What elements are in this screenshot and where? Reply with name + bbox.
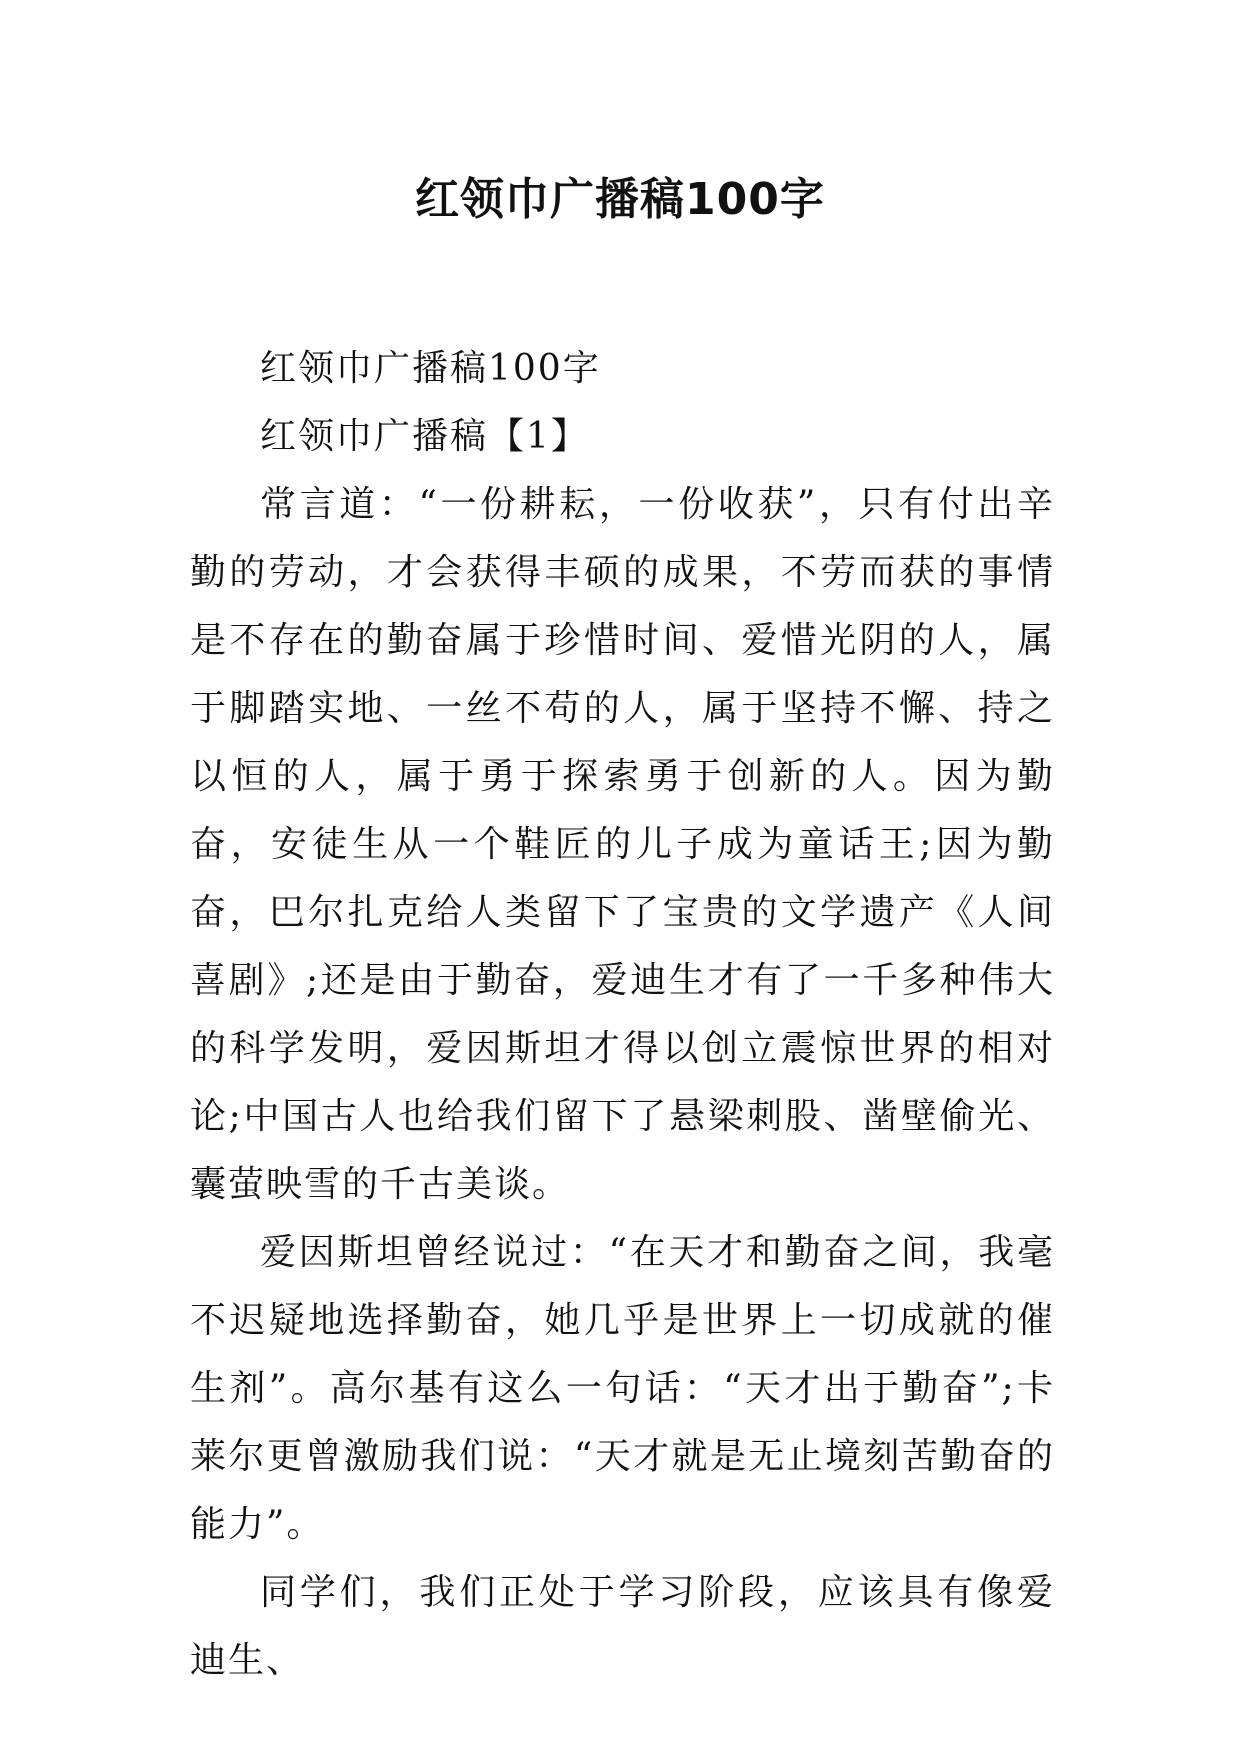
paragraph-subtitle: 红领巾广播稿100字 bbox=[260, 348, 601, 389]
paragraph-body-3: 同学们，我们正处于学习阶段，应该具有像爱迪生、 bbox=[190, 1572, 1055, 1681]
document-title: 红领巾广播稿100字 bbox=[415, 174, 825, 225]
paragraph-section-heading: 红领巾广播稿【1】 bbox=[260, 416, 589, 457]
paragraph-body-2: 爱因斯坦曾经说过：“在天才和勤奋之间，我毫不迟疑地选择勤奋，她几乎是世界上一切成就的催生剂”。高尔基有这么一句话：“天才出于勤奋”;卡莱尔更曾激励我们说：“天才就是无止境刻苦勤奋的能力”。 bbox=[190, 1232, 1055, 1545]
paragraph-body-1: 常言道：“一份耕耘，一份收获”，只有付出辛勤的劳动，才会获得丰硕的成果，不劳而获的事情是不存在的勤奋属于珍惜时间、爱惜光阴的人，属于脚踏实地、一丝不苟的人，属于坚持不懈、持之以恒的人，属于勇于探索勇于创新的人。因为勤奋，安徒生从一个鞋匠的儿子成为童话王;因为勤奋，巴尔扎克给人类留下了宝贵的文学遗产《人间喜剧》;还是由于勤奋，爱迪生才有了一千多种伟大的科学发明，爱因斯坦才得以创立震惊世界的相对论;中国古人也给我们留下了悬梁刺股、凿壁偷光、囊萤映雪的千古美谈。 bbox=[190, 484, 1055, 1205]
document-body bbox=[190, 335, 1055, 1695]
